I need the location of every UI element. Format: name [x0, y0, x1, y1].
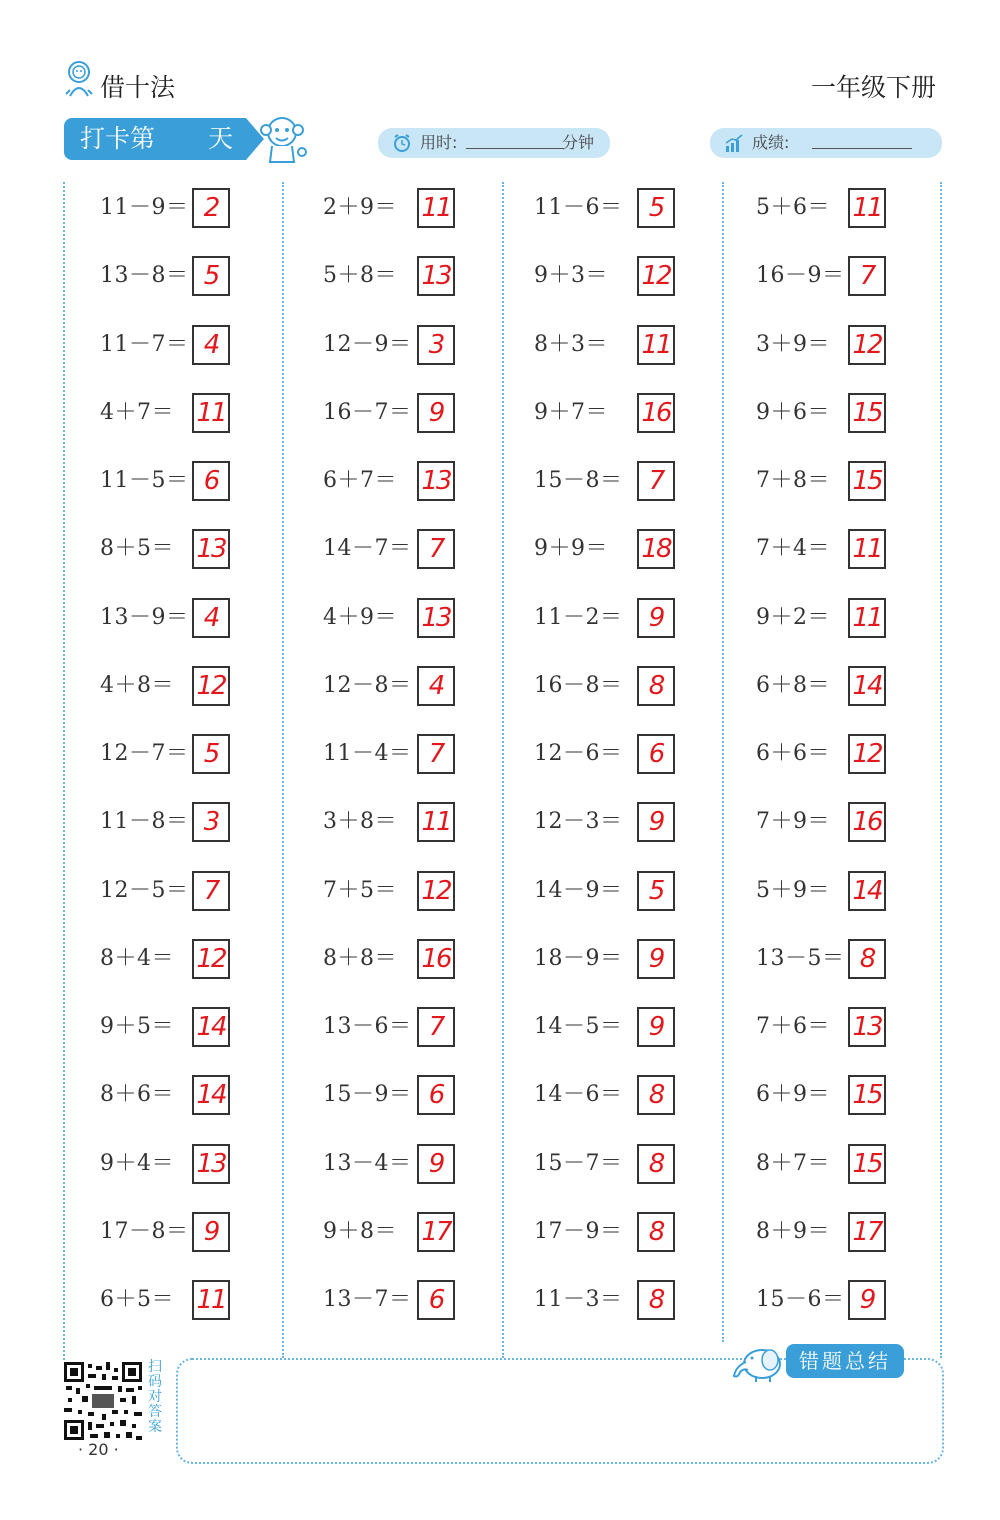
- answer-box[interactable]: 11: [417, 188, 455, 228]
- problem-expression: 12－8＝: [323, 673, 412, 698]
- problem-item: [534, 461, 674, 501]
- answer-box[interactable]: 15: [848, 461, 886, 501]
- problem-item: [323, 188, 463, 228]
- problem-expression: 3＋8＝: [323, 809, 397, 834]
- monkey-mascot-icon: [256, 112, 308, 166]
- problem-expression: 8＋6＝: [100, 1082, 174, 1107]
- problem-expression: 9＋4＝: [100, 1151, 174, 1176]
- answer-box[interactable]: 12: [417, 871, 455, 911]
- problem-expression: 11－4＝: [323, 741, 412, 766]
- checkin-prefix: 打卡第: [80, 124, 156, 153]
- problem-expression: 6＋5＝: [100, 1287, 174, 1312]
- problem-item: [756, 939, 896, 979]
- checkin-banner: [64, 118, 246, 160]
- problem-expression: 8＋4＝: [100, 946, 174, 971]
- problem-expression: 12－7＝: [100, 741, 189, 766]
- problem-item: [100, 939, 240, 979]
- answer-box[interactable]: 8: [637, 666, 675, 706]
- problem-expression: 13－4＝: [323, 1151, 412, 1176]
- answer-box[interactable]: 8: [637, 1212, 675, 1252]
- answer-box[interactable]: 7: [848, 256, 886, 296]
- problem-expression: 5＋8＝: [323, 263, 397, 288]
- problem-expression: 9＋7＝: [534, 400, 608, 425]
- answer-box[interactable]: 14: [192, 1075, 230, 1115]
- answer-box[interactable]: 9: [637, 1007, 675, 1047]
- answer-box[interactable]: 12: [637, 256, 675, 296]
- problem-item: [756, 461, 896, 501]
- answer-box[interactable]: 6: [192, 461, 230, 501]
- answer-box[interactable]: 9: [192, 1212, 230, 1252]
- problem-expression: 12－6＝: [534, 741, 623, 766]
- column-divider: [502, 182, 504, 1358]
- answer-box[interactable]: 16: [417, 939, 455, 979]
- problem-expression: 16－7＝: [323, 400, 412, 425]
- answer-box[interactable]: 4: [417, 666, 455, 706]
- problem-expression: 5＋9＝: [756, 878, 830, 903]
- answer-box[interactable]: 11: [192, 393, 230, 433]
- answer-box[interactable]: 16: [637, 393, 675, 433]
- problem-expression: 11－3＝: [534, 1287, 623, 1312]
- score-label: 成绩:: [752, 133, 790, 152]
- problem-item: [323, 1212, 463, 1252]
- problem-item: [323, 939, 463, 979]
- problem-item: [323, 393, 463, 433]
- answer-box[interactable]: 14: [192, 1007, 230, 1047]
- grade-label: 一年级下册: [810, 73, 936, 102]
- problem-expression: 14－7＝: [323, 536, 412, 561]
- score-field: [710, 128, 942, 158]
- problem-expression: 11－9＝: [100, 195, 189, 220]
- answer-box[interactable]: 9: [637, 598, 675, 638]
- problem-expression: 11－2＝: [534, 605, 623, 630]
- problem-expression: 16－8＝: [534, 673, 623, 698]
- answer-box[interactable]: 13: [417, 256, 455, 296]
- problem-expression: 2＋9＝: [323, 195, 397, 220]
- problem-expression: 11－5＝: [100, 468, 189, 493]
- problem-item: [323, 734, 463, 774]
- problem-item: [323, 461, 463, 501]
- answer-box[interactable]: 12: [848, 325, 886, 365]
- problem-item: [534, 325, 674, 365]
- answer-box[interactable]: 9: [637, 939, 675, 979]
- problem-expression: 15－7＝: [534, 1151, 623, 1176]
- problem-expression: 11－7＝: [100, 332, 189, 357]
- problem-item: [534, 1212, 674, 1252]
- answer-box[interactable]: 6: [637, 734, 675, 774]
- bar-chart-icon: [724, 133, 744, 153]
- problem-item: [323, 666, 463, 706]
- answer-box[interactable]: 9: [637, 802, 675, 842]
- problem-item: [323, 529, 463, 569]
- mistake-summary-label: 错题总结: [786, 1344, 904, 1378]
- problem-item: [100, 529, 240, 569]
- problem-item: [534, 734, 674, 774]
- problem-item: [756, 1075, 896, 1115]
- problem-expression: 9＋8＝: [323, 1219, 397, 1244]
- problem-item: [756, 598, 896, 638]
- problem-expression: 3＋9＝: [756, 332, 830, 357]
- problem-expression: 8＋8＝: [323, 946, 397, 971]
- answer-box[interactable]: 15: [848, 1144, 886, 1184]
- answer-box[interactable]: 5: [192, 734, 230, 774]
- problem-expression: 14－6＝: [534, 1082, 623, 1107]
- answer-box[interactable]: 7: [417, 529, 455, 569]
- problem-item: [100, 871, 240, 911]
- answer-box[interactable]: 11: [417, 802, 455, 842]
- problem-item: [100, 461, 240, 501]
- answer-box[interactable]: 4: [192, 325, 230, 365]
- score-input-line[interactable]: [812, 148, 912, 149]
- problem-item: [323, 325, 463, 365]
- answer-box[interactable]: 8: [637, 1144, 675, 1184]
- problem-expression: 13－8＝: [100, 263, 189, 288]
- answer-box[interactable]: 9: [848, 1280, 886, 1320]
- answer-box[interactable]: 7: [417, 734, 455, 774]
- problem-expression: 6＋7＝: [323, 468, 397, 493]
- problem-item: [534, 529, 674, 569]
- answer-box[interactable]: 13: [417, 598, 455, 638]
- problem-expression: 8＋7＝: [756, 1151, 830, 1176]
- problem-item: [323, 871, 463, 911]
- answer-box[interactable]: 11: [192, 1280, 230, 1320]
- problem-item: [323, 1280, 463, 1320]
- problem-item: [756, 1007, 896, 1047]
- lion-cartoon-icon: [62, 60, 96, 98]
- problem-expression: 9＋2＝: [756, 605, 830, 630]
- problem-item: [323, 1075, 463, 1115]
- problem-item: [534, 393, 674, 433]
- answer-box[interactable]: 17: [417, 1212, 455, 1252]
- section-title: 借十法: [100, 73, 176, 102]
- problem-item: [756, 666, 896, 706]
- problem-item: [100, 256, 240, 296]
- problem-item: [100, 1007, 240, 1047]
- answer-box[interactable]: 13: [192, 529, 230, 569]
- problem-expression: 18－9＝: [534, 946, 623, 971]
- answer-box[interactable]: 7: [192, 871, 230, 911]
- problem-expression: 17－9＝: [534, 1219, 623, 1244]
- answer-box[interactable]: 5: [637, 871, 675, 911]
- time-field: [378, 128, 610, 158]
- problem-item: [534, 1075, 674, 1115]
- problem-item: [756, 1280, 896, 1320]
- problem-expression: 9＋5＝: [100, 1014, 174, 1039]
- problem-expression: 4＋7＝: [100, 400, 174, 425]
- problem-item: [323, 256, 463, 296]
- problem-item: [100, 666, 240, 706]
- problem-item: [534, 256, 674, 296]
- problem-expression: 12－3＝: [534, 809, 623, 834]
- answer-box[interactable]: 5: [192, 256, 230, 296]
- problem-item: [756, 802, 896, 842]
- problem-expression: 7＋4＝: [756, 536, 830, 561]
- answer-box[interactable]: 11: [848, 598, 886, 638]
- problem-item: [100, 188, 240, 228]
- column-divider: [282, 182, 284, 1358]
- problem-item: [100, 734, 240, 774]
- answer-box[interactable]: 13: [848, 1007, 886, 1047]
- answer-box[interactable]: 12: [192, 666, 230, 706]
- problem-expression: 11－8＝: [100, 809, 189, 834]
- problem-expression: 13－9＝: [100, 605, 189, 630]
- problem-expression: 9＋9＝: [534, 536, 608, 561]
- answer-box[interactable]: 11: [637, 325, 675, 365]
- time-input-line[interactable]: [466, 148, 564, 149]
- answer-box[interactable]: 8: [848, 939, 886, 979]
- time-unit: 分钟: [562, 133, 595, 152]
- problem-item: [756, 529, 896, 569]
- problem-item: [534, 598, 674, 638]
- answer-box[interactable]: 14: [848, 666, 886, 706]
- problem-item: [100, 1075, 240, 1115]
- problem-expression: 15－6＝: [756, 1287, 845, 1312]
- answer-box[interactable]: 15: [848, 1075, 886, 1115]
- problem-item: [100, 325, 240, 365]
- problem-expression: 15－8＝: [534, 468, 623, 493]
- answer-box[interactable]: 3: [192, 802, 230, 842]
- problem-expression: 7＋5＝: [323, 878, 397, 903]
- problem-expression: 17－8＝: [100, 1219, 189, 1244]
- frame-left-line: [63, 182, 65, 1360]
- problem-item: [756, 871, 896, 911]
- problem-expression: 8＋9＝: [756, 1219, 830, 1244]
- answer-box[interactable]: 8: [637, 1280, 675, 1320]
- problem-expression: 14－9＝: [534, 878, 623, 903]
- problem-item: [323, 1007, 463, 1047]
- problem-item: [100, 598, 240, 638]
- answer-box[interactable]: 18: [637, 529, 675, 569]
- answer-box[interactable]: 7: [637, 461, 675, 501]
- problem-expression: 12－9＝: [323, 332, 412, 357]
- problem-item: [534, 802, 674, 842]
- answer-box[interactable]: 6: [417, 1280, 455, 1320]
- problem-expression: 4＋8＝: [100, 673, 174, 698]
- scan-answer-hint: 扫码对答案: [148, 1359, 162, 1435]
- problem-item: [534, 1144, 674, 1184]
- answer-box[interactable]: 13: [417, 461, 455, 501]
- problem-item: [100, 393, 240, 433]
- answer-box[interactable]: 16: [848, 802, 886, 842]
- problem-expression: 6＋6＝: [756, 741, 830, 766]
- problem-expression: 7＋6＝: [756, 1014, 830, 1039]
- problem-item: [534, 1280, 674, 1320]
- problem-expression: 13－5＝: [756, 946, 845, 971]
- answer-box[interactable]: 12: [848, 734, 886, 774]
- problem-item: [534, 188, 674, 228]
- problem-expression: 15－9＝: [323, 1082, 412, 1107]
- answer-box[interactable]: 7: [417, 1007, 455, 1047]
- problem-item: [323, 802, 463, 842]
- time-label: 用时:: [420, 133, 458, 152]
- problem-item: [756, 1144, 896, 1184]
- answer-box[interactable]: 8: [637, 1075, 675, 1115]
- page-number: · 20 ·: [78, 1440, 119, 1459]
- column-divider: [722, 182, 724, 1342]
- problem-expression: 16－9＝: [756, 263, 845, 288]
- answer-box[interactable]: 9: [417, 1144, 455, 1184]
- problem-item: [756, 325, 896, 365]
- problem-expression: 13－6＝: [323, 1014, 412, 1039]
- answer-box[interactable]: 11: [848, 529, 886, 569]
- problem-item: [534, 1007, 674, 1047]
- problem-item: [323, 1144, 463, 1184]
- problem-expression: 9＋3＝: [534, 263, 608, 288]
- problem-item: [323, 598, 463, 638]
- problem-item: [100, 1212, 240, 1252]
- problem-expression: 12－5＝: [100, 878, 189, 903]
- answer-box[interactable]: 9: [417, 393, 455, 433]
- answer-box[interactable]: 2: [192, 188, 230, 228]
- problem-expression: 4＋9＝: [323, 605, 397, 630]
- problem-expression: 7＋8＝: [756, 468, 830, 493]
- checkin-suffix: 天: [208, 124, 234, 153]
- answer-box[interactable]: 4: [192, 598, 230, 638]
- problem-item: [756, 734, 896, 774]
- answer-box[interactable]: 3: [417, 325, 455, 365]
- problem-item: [756, 256, 896, 296]
- problem-item: [100, 1280, 240, 1320]
- answer-box[interactable]: 6: [417, 1075, 455, 1115]
- problem-expression: 8＋5＝: [100, 536, 174, 561]
- problem-item: [534, 939, 674, 979]
- alarm-clock-icon: [392, 133, 412, 153]
- problem-expression: 8＋3＝: [534, 332, 608, 357]
- problem-expression: 6＋8＝: [756, 673, 830, 698]
- frame-right-line: [940, 182, 942, 1358]
- problem-expression: 5＋6＝: [756, 195, 830, 220]
- problem-item: [756, 188, 896, 228]
- problem-expression: 6＋9＝: [756, 1082, 830, 1107]
- problem-item: [100, 1144, 240, 1184]
- answer-box[interactable]: 14: [848, 871, 886, 911]
- problem-item: [534, 871, 674, 911]
- elephant-cartoon-icon: [730, 1340, 788, 1384]
- problem-item: [534, 666, 674, 706]
- answer-box[interactable]: 5: [637, 188, 675, 228]
- qr-code-icon[interactable]: [62, 1360, 144, 1442]
- answer-box[interactable]: 13: [192, 1144, 230, 1184]
- problem-expression: 14－5＝: [534, 1014, 623, 1039]
- answer-box[interactable]: 17: [848, 1212, 886, 1252]
- answer-box[interactable]: 12: [192, 939, 230, 979]
- problem-item: [100, 802, 240, 842]
- problem-expression: 11－6＝: [534, 195, 623, 220]
- problem-expression: 13－7＝: [323, 1287, 412, 1312]
- answer-box[interactable]: 11: [848, 188, 886, 228]
- problem-item: [756, 1212, 896, 1252]
- problem-item: [756, 393, 896, 433]
- problem-expression: 7＋9＝: [756, 809, 830, 834]
- answer-box[interactable]: 15: [848, 393, 886, 433]
- problem-expression: 9＋6＝: [756, 400, 830, 425]
